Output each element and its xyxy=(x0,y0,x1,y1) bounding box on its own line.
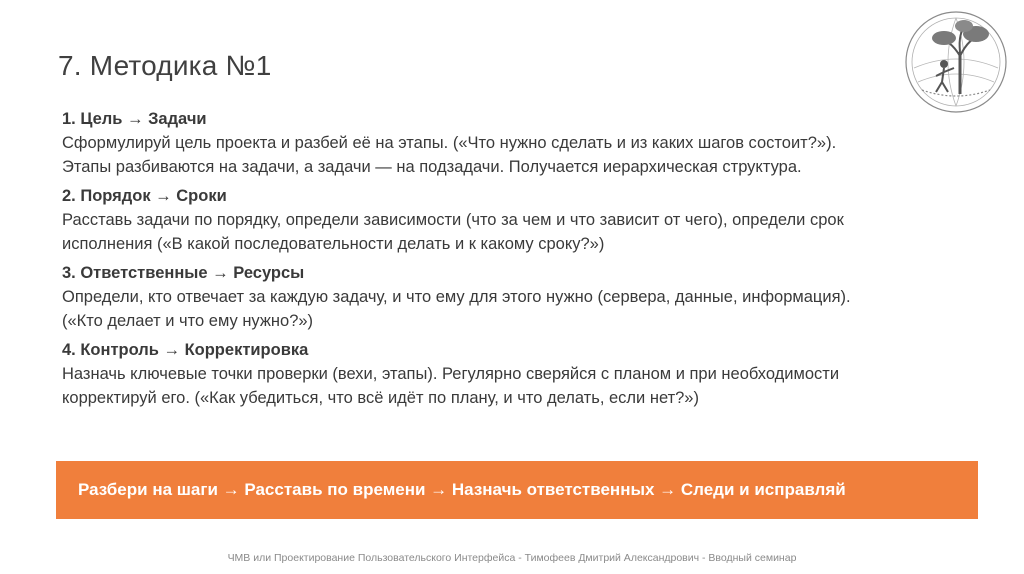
section-heading: 2. Порядок → Сроки xyxy=(62,187,227,205)
section-responsible-resources xyxy=(62,262,1002,333)
section-heading: 4. Контроль → Корректировка xyxy=(62,341,309,359)
section-heading: 3. Ответственные → Ресурсы xyxy=(62,264,305,282)
section-control-correction xyxy=(62,339,1002,410)
summary-banner xyxy=(56,461,978,519)
slide-title: 7. Методика №1 xyxy=(58,50,272,81)
section-heading: 1. Цель → Задачи xyxy=(62,110,207,128)
section-line: корректируй его. («Как убедиться, что всё идёт по плану, и что делать, если нет?») xyxy=(62,389,699,407)
summary-text: Разбери на шаги → Расставь по времени → Назначь ответственных → Следи и исправляй xyxy=(78,480,846,499)
section-line: Сформулируй цель проекта и разбей её на этапы. («Что нужно сделать и из каких шагов состоит?»). xyxy=(62,134,837,152)
globe-person-tree-emblem-icon xyxy=(900,6,1012,118)
slide-footer: ЧМВ или Проектирование Пользовательского Интерфейса - Тимофеев Дмитрий Александрович - Вводный семинар xyxy=(227,552,797,564)
section-line: Этапы разбиваются на задачи, а задачи — на подзадачи. Получается иерархическая структура. xyxy=(62,158,802,176)
section-line: Расставь задачи по порядку, определи зависимости (что за чем и что зависит от чего), определи срок xyxy=(62,211,844,229)
section-line: Назначь ключевые точки проверки (вехи, этапы). Регулярно сверяйся с планом и при необходимости xyxy=(62,365,840,383)
methodology-content xyxy=(62,108,1002,416)
section-goal-tasks xyxy=(62,108,1002,179)
section-line: исполнения («В какой последовательности делать и к какому сроку?») xyxy=(62,235,605,253)
section-line: («Кто делает и что ему нужно?») xyxy=(62,312,314,330)
section-order-deadlines xyxy=(62,185,1002,256)
section-line: Определи, кто отвечает за каждую задачу, и что ему для этого нужно (сервера, данные, информация). xyxy=(62,288,851,306)
